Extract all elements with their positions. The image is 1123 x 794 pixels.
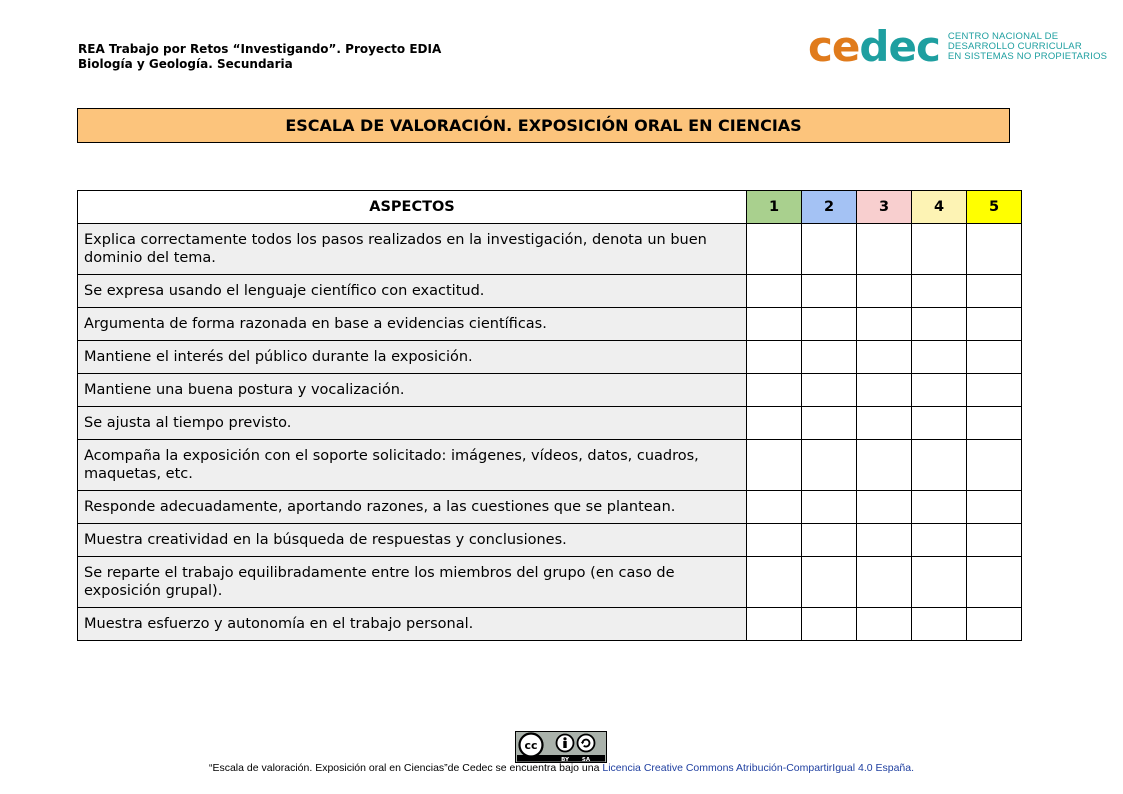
score-cell[interactable] [747, 308, 802, 341]
score-cell[interactable] [912, 557, 967, 608]
score-cell[interactable] [857, 341, 912, 374]
score-header-1: 1 [747, 191, 802, 224]
logo-text-line-1: CENTRO NACIONAL DE [947, 31, 1059, 42]
score-cell[interactable] [747, 374, 802, 407]
score-cell[interactable] [912, 374, 967, 407]
score-cell[interactable] [912, 407, 967, 440]
table-row [78, 440, 1022, 491]
score-cell[interactable] [747, 608, 802, 641]
svg-text:cc: cc [524, 739, 538, 752]
score-cell[interactable] [747, 557, 802, 608]
header-line-2: Biología y Geología. Secundaria [78, 57, 293, 71]
score-cell[interactable] [967, 341, 1022, 374]
score-cell[interactable] [802, 557, 857, 608]
score-cell[interactable] [912, 341, 967, 374]
table-row [78, 608, 1022, 641]
license-text: “Escala de valoración. Exposición oral en Ciencias”de Cedec se encuentra bajo una [208, 762, 603, 774]
logo-word-part-1: ce [808, 22, 860, 71]
score-cell[interactable] [747, 224, 802, 275]
cc-by-sa-license-icon[interactable] [515, 731, 607, 763]
score-cell[interactable] [802, 608, 857, 641]
score-header-5: 5 [967, 191, 1022, 224]
table-row [78, 224, 1022, 275]
aspect-cell: Mantiene el interés del público durante la exposición. [78, 341, 747, 374]
logo-text-line-2: DESARROLLO CURRICULAR [947, 41, 1082, 52]
score-cell[interactable] [802, 407, 857, 440]
table-row [78, 491, 1022, 524]
aspect-cell: Se expresa usando el lenguaje científico con exactitud. [78, 275, 747, 308]
score-cell[interactable] [912, 440, 967, 491]
logo-word-part-2: dec [859, 22, 940, 71]
score-cell[interactable] [747, 491, 802, 524]
score-cell[interactable] [857, 374, 912, 407]
table-row [78, 374, 1022, 407]
score-cell[interactable] [857, 440, 912, 491]
table-row [78, 557, 1022, 608]
score-cell[interactable] [857, 491, 912, 524]
rating-scale-table [77, 190, 1022, 641]
score-cell[interactable] [912, 224, 967, 275]
aspects-header: ASPECTOS [78, 191, 747, 224]
cedec-logo-text [948, 32, 1107, 62]
score-cell[interactable] [747, 275, 802, 308]
table-row [78, 407, 1022, 440]
score-cell[interactable] [967, 308, 1022, 341]
aspect-cell: Muestra esfuerzo y autonomía en el trabajo personal. [78, 608, 747, 641]
score-cell[interactable] [857, 275, 912, 308]
score-cell[interactable] [912, 275, 967, 308]
score-cell[interactable] [967, 224, 1022, 275]
score-cell[interactable] [967, 440, 1022, 491]
score-cell[interactable] [857, 557, 912, 608]
table-row [78, 308, 1022, 341]
aspect-cell: Argumenta de forma razonada en base a evidencias científicas. [78, 308, 747, 341]
score-cell[interactable] [912, 608, 967, 641]
license-link[interactable]: Licencia Creative Commons Atribución-CompartirIgual 4.0 España. [602, 762, 915, 774]
score-cell[interactable] [802, 224, 857, 275]
score-header-4: 4 [912, 191, 967, 224]
table-row [78, 524, 1022, 557]
score-cell[interactable] [967, 407, 1022, 440]
logo-text-line-3: EN SISTEMAS NO PROPIETARIOS [947, 51, 1108, 62]
score-cell[interactable] [967, 557, 1022, 608]
cedec-logo-word [808, 22, 940, 71]
aspect-cell: Explica correctamente todos los pasos realizados en la investigación, denota un buen dominio del tema. [78, 224, 747, 275]
document-header [78, 42, 441, 72]
aspect-cell: Responde adecuadamente, aportando razones, a las cuestiones que se plantean. [78, 491, 747, 524]
table-row [78, 341, 1022, 374]
score-cell[interactable] [747, 440, 802, 491]
license-notice [0, 762, 1123, 774]
score-cell[interactable] [912, 308, 967, 341]
score-cell[interactable] [912, 524, 967, 557]
table-header-row [78, 191, 1022, 224]
cc-by-label: BY [561, 757, 569, 763]
score-cell[interactable] [967, 491, 1022, 524]
score-header-3: 3 [857, 191, 912, 224]
score-cell[interactable] [802, 440, 857, 491]
page-title: ESCALA DE VALORACIÓN. EXPOSICIÓN ORAL EN CIENCIAS [77, 108, 1010, 143]
aspect-cell: Acompaña la exposición con el soporte solicitado: imágenes, vídeos, datos, cuadros, maquetas, etc. [78, 440, 747, 491]
score-header-2: 2 [802, 191, 857, 224]
score-cell[interactable] [857, 308, 912, 341]
score-cell[interactable] [857, 608, 912, 641]
score-cell[interactable] [967, 374, 1022, 407]
aspect-cell: Se ajusta al tiempo previsto. [78, 407, 747, 440]
score-cell[interactable] [967, 524, 1022, 557]
score-cell[interactable] [747, 407, 802, 440]
header-line-1: REA Trabajo por Retos “Investigando”. Proyecto EDIA [78, 42, 442, 56]
aspect-cell: Muestra creatividad en la búsqueda de respuestas y conclusiones. [78, 524, 747, 557]
table-row [78, 275, 1022, 308]
score-cell[interactable] [747, 341, 802, 374]
score-cell[interactable] [857, 524, 912, 557]
score-cell[interactable] [802, 341, 857, 374]
score-cell[interactable] [802, 491, 857, 524]
score-cell[interactable] [857, 407, 912, 440]
score-cell[interactable] [912, 491, 967, 524]
aspect-cell: Mantiene una buena postura y vocalización. [78, 374, 747, 407]
score-cell[interactable] [802, 524, 857, 557]
score-cell[interactable] [802, 374, 857, 407]
cc-sa-label: SA [581, 757, 591, 763]
score-cell[interactable] [967, 608, 1022, 641]
score-cell[interactable] [967, 275, 1022, 308]
score-cell[interactable] [747, 524, 802, 557]
score-cell[interactable] [857, 224, 912, 275]
score-cell[interactable] [802, 275, 857, 308]
cedec-logo [808, 22, 1108, 71]
score-cell[interactable] [802, 308, 857, 341]
aspect-cell: Se reparte el trabajo equilibradamente entre los miembros del grupo (en caso de exposición grupal). [78, 557, 747, 608]
